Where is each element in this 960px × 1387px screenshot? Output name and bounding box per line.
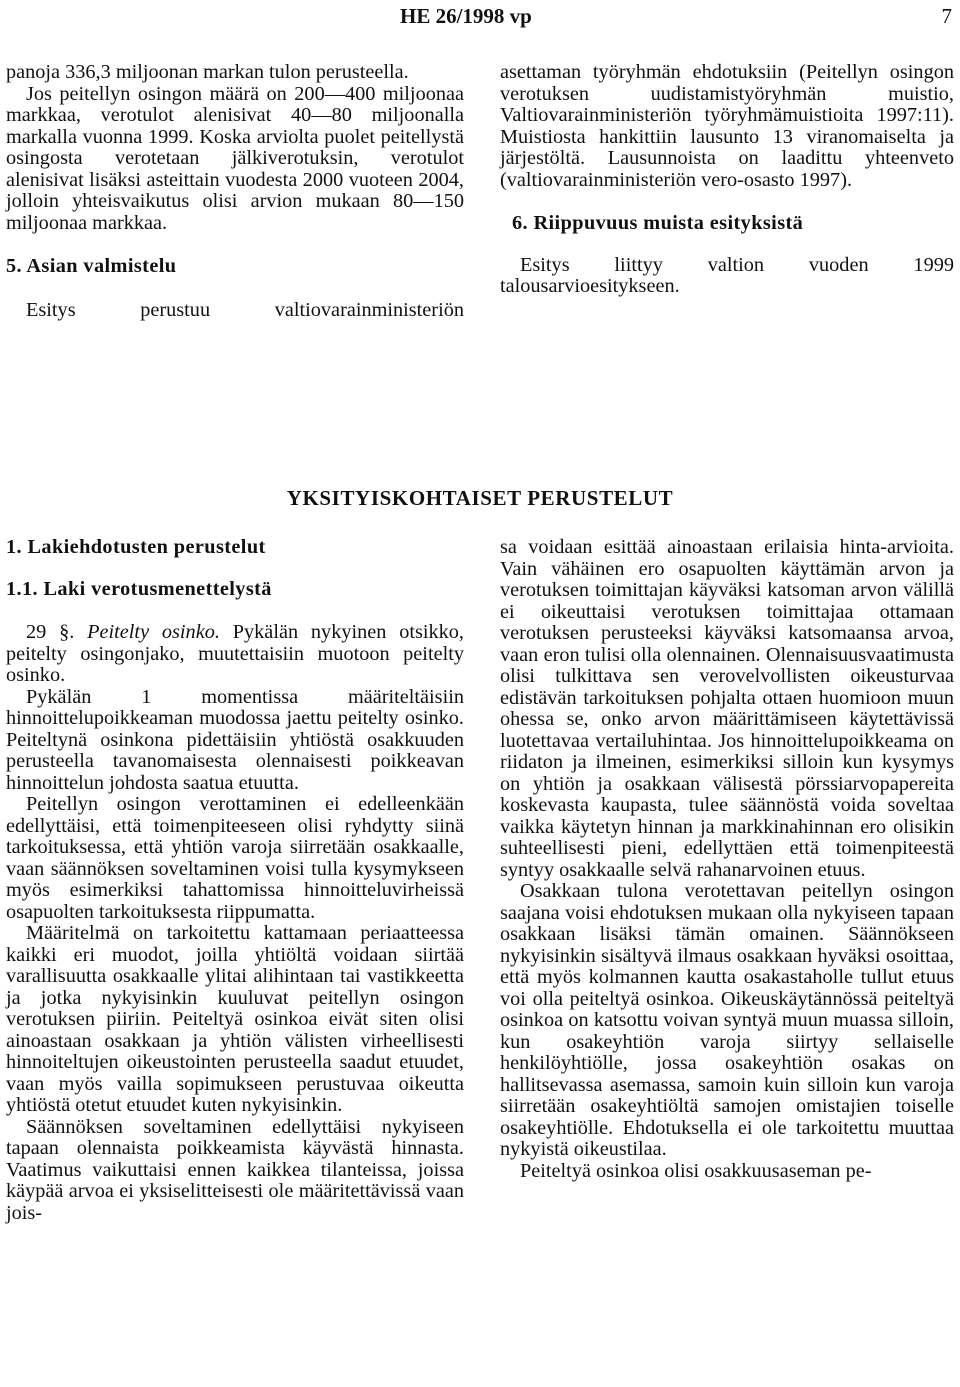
paragraph: panoja 336,3 miljoonan markan tulon perusteella. xyxy=(6,61,409,83)
paragraph: Osakkaan tulona verotettavan peitellyn osingon saajana voisi ehdotuksen mukaan olla nykyiseen tapaan osakkaan lisäksi tämän omainen. Säännökseen nykyisinkin sisältyvä ilmaus osakkaan hyväksi osoittaa, että myös kolmannen kautta osakastaholle tullut etuus voi olla peiteltyä osinkoa. Oikeuskäytännössä peiteltyä osinkoa on katsottu voivan syntyä muun muassa silloin, kun osakeyhtiön varoja siirtyy sellaiselle henkilöyhtiölle, jossa osakeyhtiön osakas on hallitsevassa asemassa, samoin kuin silloin kun varoja siirretään osakeyhtiöltä samojen omistajien toiselle osakeyhtiölle. Ehdotuksella ei ole tarkoitettu muuttaa nykyistä oikeustilaa. xyxy=(500,880,954,1160)
paragraph: Määritelmä on tarkoitettu kattamaan periaatteessa kaikki eri muodot, joilla yhtiöltä voidaan siirtää varallisuutta osakkaalle ylitai alihintaan tai vastikkeetta ja jotka nykyisinkin kuuluvat peitellyn osingon verotuksen piiriin. Peiteltyä osinkoa eivät siten olisi ainoastaan osakkaan ja yhtiön välisten virheellisesti hinnoiteltujen oikeustointen perusteella saadut etuudet, vaan myös vailla sopimukseen perustuvaa oikeutta yhtiöstä otetut etuudet kuten nykyisinkin. xyxy=(6,922,464,1116)
paragraph: Peiteltyä osinkoa olisi osakkuusaseman pe- xyxy=(520,1159,872,1182)
paragraph: Pykälän 1 momentissa määriteltäisiin hinnoittelupoikkeaman muodossa jaettu peitelty osinko. Peiteltynä osinkona pidettäisiin yhtiöstä osakkuuden perusteella tavanomaisesta olennaisesti poikkeavan hinnoittelun johdosta saatua etuutta. xyxy=(6,685,464,794)
document-reference: HE 26/1998 vp xyxy=(400,4,532,28)
heading-lakiehdotusten-perustelut: 1. Lakiehdotusten perustelut xyxy=(6,536,266,558)
bottom-left-column xyxy=(6,537,464,1224)
section5-first-line xyxy=(6,300,464,322)
section-number: 29 §. xyxy=(26,621,75,643)
top-right-column xyxy=(500,62,954,298)
paragraph: sa voidaan esittää ainoastaan erilaisia hinta-arvioita. Vain vähäinen ero osapuolten käyttämän arvon ja verotuksen toimittajan käyväksi katsoman arvon välillä ei oikeuttaisi verotuksen toimittajaa ottamaan verotuksen perusteeksi käyväksi katsomaansa arvoa, vaan eron tulisi olla olennainen. Olennaisuusvaatimusta olisi tulkittava sen verovelvollisten oikeusturvaa edistävän tarkoituksen pohjalta ottaen huomioon muun ohessa se, onko arvon määrittämiseen käytettävissä luotettavaa vertailuhintaa. Jos hinnoittelupoikkeama on riidaton ja ilmeinen, esimerkiksi silloin kun kysymys on yhtiön ja osakkaan välisestä pörssiarvopapereita koskevasta kaupasta, tulee säännöstä voida soveltaa vaikka käytetyn hinnan ja markkinahinnan ero olisikin suhteellisesti pieni, edellyttäen että toimenpiteestä syntyy osakkaalle selvä rahanarvoinen etuus. xyxy=(500,536,954,881)
page-header xyxy=(0,4,960,34)
section-title: Peitelty osinko. xyxy=(87,621,220,643)
paragraph: asettaman työryhmän ehdotuksiin (Peitellyn osingon verotuksen uudistamistyöryhmän muistio, Valtiovarainministeriön työryhmämuistioita 1997:11). Muistiosta hankittiin lausunto 13 viranomaiselta ja järjestöltä. Lausunnoista on laadittu yhteenveto (valtiovarainministeriön vero-osasto 1997). xyxy=(500,61,954,191)
word: perustuu xyxy=(140,298,211,321)
section-heading-6: 6. Riippuvuus muista esityksistä xyxy=(512,212,804,234)
top-left-column xyxy=(6,62,464,321)
page-number: 7 xyxy=(941,4,952,28)
word: valtiovarainministeriön xyxy=(274,298,464,321)
bottom-right-column xyxy=(500,537,954,1182)
word: Esitys xyxy=(26,298,76,321)
paragraph-text: Pykälän nykyinen otsikko, peitelty osingonjako, muutettaisiin muotoon peitelty osinko. xyxy=(6,621,465,686)
paragraph: Peitellyn osingon verottaminen ei edelleenkään edellyttäisi, että toimenpiteeseen olisi ryhdytty siinä tarkoituksessa, että yhtiön varoja siirretään osakkaalle, vaan säännöksen soveltaminen voisi tulla kysymykseen myös esimerkiksi tahattomissa hinnoitteluvirheissä osapuolten tarkoituksesta riippumatta. xyxy=(6,793,464,923)
paragraph: Jos peitellyn osingon määrä on 200—400 miljoonaa markkaa, verotulot alenisivat 40—80 miljoonalla markalla vuonna 1999. Koska arviolta puolet peitellystä osingosta verotetaan jälkiverotuksin, verotulot alenisivat lisäksi asteittain vuodesta 2000 vuoteen 2004, jolloin yhteisvaikutus olisi arvion mukaan 80—150 miljoonaa markkaa. xyxy=(6,82,464,234)
main-title: YKSITYISKOHTAISET PERUSTELUT xyxy=(286,486,674,510)
paragraph: Esitys liittyy valtion vuoden 1999 talousarvioesitykseen. xyxy=(500,253,954,297)
section-heading-5: 5. Asian valmistelu xyxy=(6,255,177,277)
paragraph: Säännöksen soveltaminen edellyttäisi nykyiseen tapaan olennaista poikkeamista käyvästä hinnasta. Vaatimus vaikuttaisi ennen kaikkea tilanteissa, joissa käypää arvoa ei yksiselitteisesti ole määritettävissä vaan jois- xyxy=(6,1115,464,1224)
heading-laki-verotusmenettelysta: 1.1. Laki verotusmenettelystä xyxy=(6,577,272,600)
